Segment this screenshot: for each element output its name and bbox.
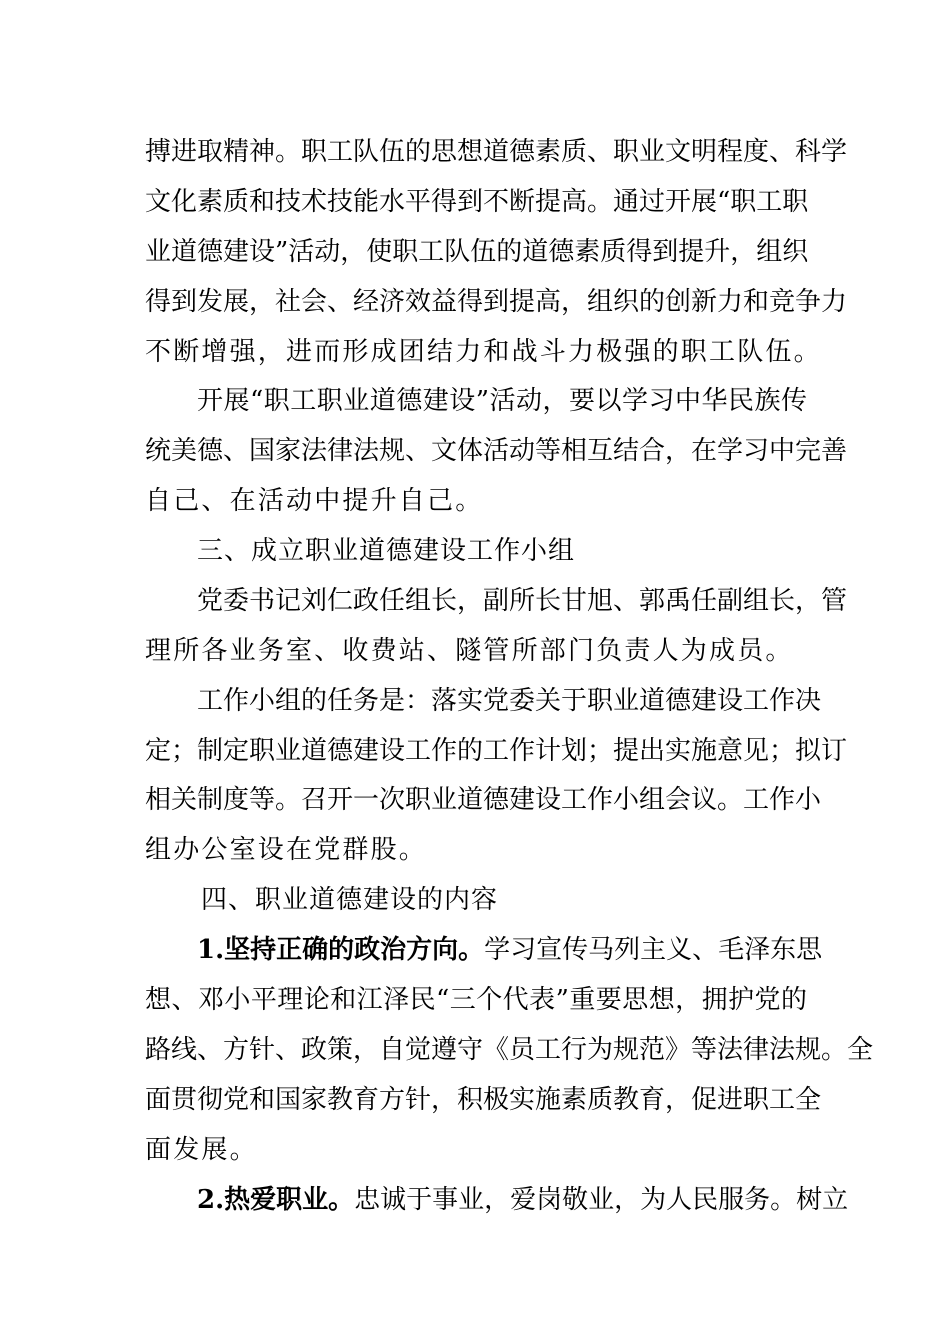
text-run: 自己、在活动中提升自己。 [145,486,484,516]
text-run: 业道德建设”活动，使职工队伍的道德素质得到提升，组织 [145,237,809,267]
text-run: 组办公室设在党群股。 [145,835,428,865]
text-run: 统美德、国家法律法规、文体活动等相互结合，在学习中完善 [145,436,848,466]
paragraph-line [145,783,822,817]
section-heading [201,883,811,917]
text-run: 定；制定职业道德建设工作的工作计划；提出实施意见；拟订 [145,736,848,766]
paragraph-first-line [197,1183,849,1217]
paragraph-first-line [197,384,807,418]
text-run: 党委书记刘仁政任组长，副所长甘旭、郭禹任副组长，管 [197,586,848,616]
text-run: 面发展。 [145,1135,258,1165]
text-run: 相关制度等。召开一次职业道德建设工作小组会议。工作小 [145,785,822,815]
paragraph-line [145,335,822,369]
section-heading [197,534,807,568]
paragraph-line [145,1083,822,1117]
paragraph-line [145,983,807,1017]
text-run: 不断增强，进而形成团结力和战斗力极强的职工队伍。 [145,337,822,367]
bold-lead-text: 1.坚持正确的政治方向。 [197,935,485,965]
paragraph-line [145,484,807,518]
text-run: 开展“职工职业道德建设”活动，要以学习中华民族传 [197,386,807,416]
paragraph-line [145,1133,807,1167]
paragraph-line [145,235,807,269]
paragraph-line [145,285,848,319]
text-run: 理所各业务室、收费站、隧管所部门负责人为成员。 [145,636,794,666]
text-run: 工作小组的任务是：落实党委关于职业道德建设工作决 [197,686,822,716]
text-run: 文化素质和技术技能水平得到不断提高。通过开展“职工职 [145,187,809,217]
paragraph-line [145,734,848,768]
paragraph-first-line [197,933,823,967]
paragraph-line [145,434,848,468]
text-run: 得到发展，社会、经济效益得到提高，组织的创新力和竞争力 [145,287,848,317]
text-run: 忠诚于事业，爱岗敬业，为人民服务。树立 [354,1185,849,1215]
paragraph-first-line [197,684,822,718]
text-run: 路线、方针、政策，自觉遵守《员工行为规范》等法律法规。全 [145,1035,874,1065]
paragraph-line [145,833,807,867]
text-run: 学习宣传马列主义、毛泽东思 [484,935,823,965]
heading-text: 四、职业道德建设的内容 [201,885,499,915]
paragraph-first-line [197,584,848,618]
paragraph-line [145,135,848,169]
text-run: 面贯彻党和国家教育方针，积极实施素质教育，促进职工全 [145,1085,822,1115]
text-run: 想、邓小平理论和江泽民“三个代表”重要思想，拥护党的 [145,985,807,1015]
paragraph-line [145,1033,874,1067]
text-run: 搏进取精神。职工队伍的思想道德素质、职业文明程度、科学 [145,137,848,167]
bold-lead-text: 2.热爱职业。 [197,1185,355,1215]
paragraph-line [145,185,807,219]
heading-text: 三、成立职业道德建设工作小组 [197,536,576,566]
paragraph-line [145,634,807,668]
